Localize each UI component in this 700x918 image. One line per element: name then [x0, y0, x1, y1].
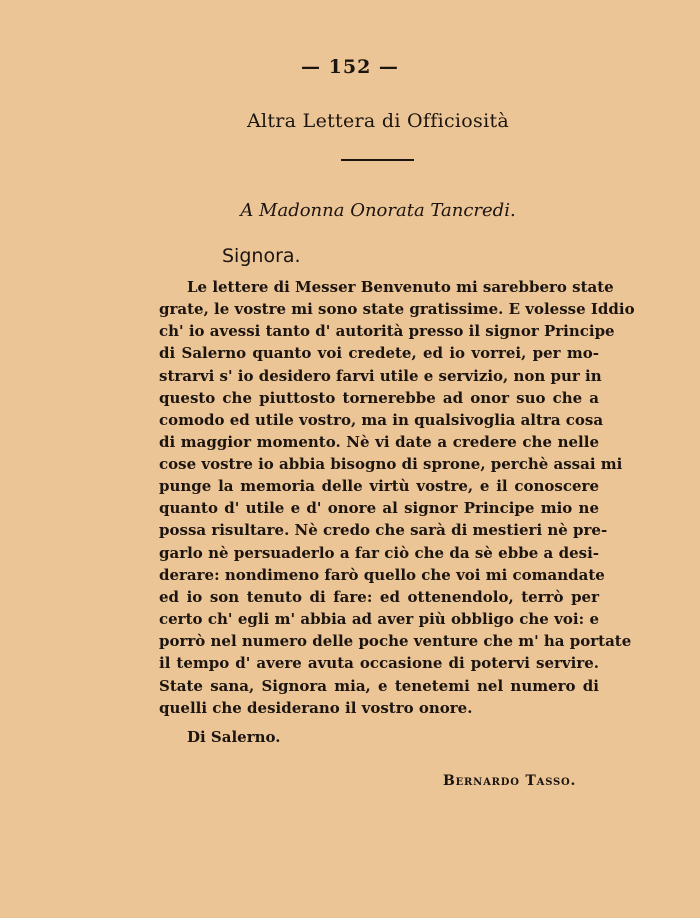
letter-signature: Bernardo Tasso. [443, 773, 577, 789]
body-line: garlo nè persuaderlo a far ciò che da sè ebbe a desi- [159, 544, 599, 562]
letter-title: Altra Lettera di Officiosità [246, 110, 510, 132]
body-line: punge la memoria delle virtù vostre, e il conoscere [159, 477, 599, 495]
body-line: ed io son tenuto di fare: ed ottenendolo, terrò per [159, 588, 599, 606]
body-line: certo ch' egli m' abbia ad aver più obbligo che voi: e [159, 610, 599, 628]
body-line: possa risultare. Nè credo che sarà di mestieri nè pre- [159, 521, 608, 539]
body-line: quelli che desiderano il vostro onore. [159, 699, 473, 717]
body-line: grate, le vostre mi sono state gratissime. E volesse Iddio [159, 300, 635, 318]
body-line: quanto d' utile e d' onore al signor Principe mio ne [159, 499, 599, 517]
body-line: cose vostre io abbia bisogno di sprone, perchè assai mi [159, 455, 623, 473]
body-line: porrò nel numero delle poche venture che m' ha portate [159, 632, 632, 650]
body-line: strarvi s' io desidero farvi utile e servizio, non pur in [159, 367, 602, 385]
body-line: ch' io avessi tanto d' autorità presso il signor Principe [159, 322, 615, 340]
body-line: derare: nondimeno farò quello che voi mi comandate [159, 566, 605, 584]
body-line: questo che piuttosto tornerebbe ad onor suo che a [159, 389, 599, 407]
letter-place: Di Salerno. [187, 728, 281, 746]
body-line: State sana, Signora mia, e tenetemi nel numero di [159, 677, 599, 695]
letter-salutation: Signora. [222, 245, 301, 267]
title-rule [341, 159, 414, 161]
page-number: — 152 — [301, 56, 399, 78]
letter-addressee: A Madonna Onorata Tancredi. [240, 200, 516, 221]
body-line: di maggior momento. Nè vi date a credere che nelle [159, 433, 599, 451]
body-line: di Salerno quanto voi credete, ed io vorrei, per mo- [159, 344, 599, 362]
body-line: il tempo d' avere avuta occasione di potervi servire. [159, 654, 599, 672]
body-line: Le lettere di Messer Benvenuto mi sarebbero state [187, 278, 614, 296]
body-line: comodo ed utile vostro, ma in qualsivoglia altra cosa [159, 411, 604, 429]
